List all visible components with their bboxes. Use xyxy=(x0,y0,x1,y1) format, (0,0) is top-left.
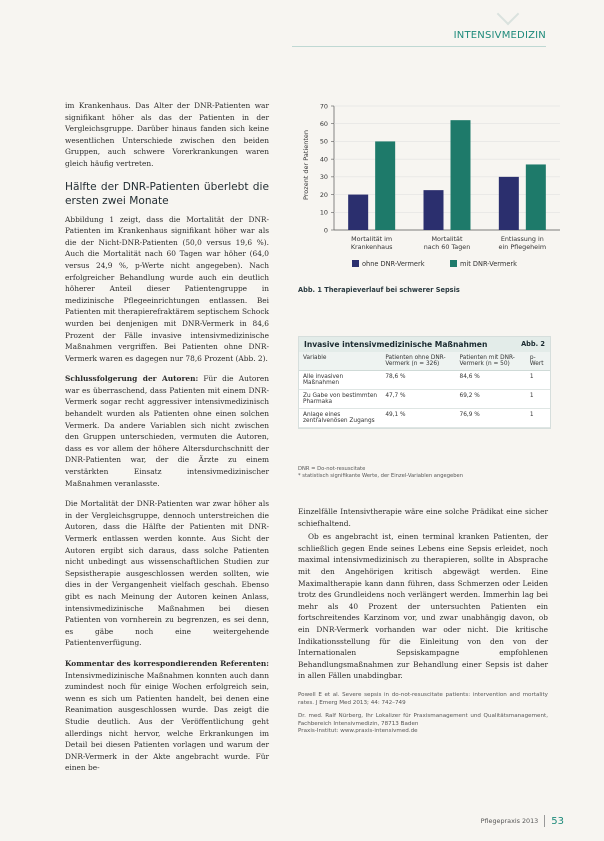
table-cell: 1 xyxy=(526,390,550,409)
y-tick-label: 70 xyxy=(319,102,328,111)
body-paragraph xyxy=(65,658,269,774)
bar-with-dnr xyxy=(526,164,546,230)
header-rule xyxy=(292,46,546,47)
author-info: Dr. med. Ralf Nürberg, Ihr Lokalizer für Praxismanagement und Qualitätsmanagement, Fachbereich Intensivmedizin, 78713 Baden xyxy=(298,713,548,727)
table-row xyxy=(299,371,550,390)
body-paragraph: im Krankenhaus. Das Alter der DNR-Patienten war signifikant höher als das der Patienten in der Vergleichsgruppe. Darüber hinaus fanden sich keine wesentlichen Unterschiede zwischen den beiden Gruppen, auch schwere Vorerkrankungen waren gleich häufig vertreten. xyxy=(65,101,269,168)
footer-divider xyxy=(544,815,545,827)
body-paragraph: Ob es angebracht ist, einen terminal kranken Patienten, der schließlich gegen Ende seines Lebens eine Sepsis erleidet, noch maximal intensivmedizinisch zu therapieren, sollte in Absprache mit den Angehörigen kritisch abgewägt werden. Eine Maximaltherapie kann dann führen, dass Schmerzen oder Leiden trotz des Grundleidens noch verlängert werden. Immerhin lag bei mehr als 40 Prozent der untersuchten Patienten ein fortschreitendes Karzinom vor, und zwar unabhängig davon, ob ein DNR-Vermerk vorhanden war oder nicht. Die kritische Indikationsstellung für die Einleitung von den von der Internationalen Sepsiskampagne empfohlenen Behandlungsmaßnahmen zur Behandlung einer Sepsis ist daher in allen Fällen unabdingbar. xyxy=(298,532,548,681)
y-axis-label: Prozent der Patienten xyxy=(302,129,310,201)
bar-without-dnr xyxy=(499,177,519,230)
table-footnote: * statistisch signifikante Werte, der Einzel-Variablen angegeben xyxy=(298,473,464,480)
y-tick-label: 60 xyxy=(319,120,328,129)
bar-chart xyxy=(298,100,568,278)
table-cell: Alle invasiven Maßnahmen xyxy=(299,371,381,390)
table-cell: Zu Gabe von bestimmten Pharmaka xyxy=(299,390,381,409)
table-footnote: DNR = Do-not-resuscitate xyxy=(298,466,366,472)
section-header: INTENSIVMEDIZIN xyxy=(453,30,546,41)
body-paragraph: Die Mortalität der DNR-Patienten war zwar höher als in der Vergleichsgruppe, dennoch unterstreichen die Autoren, dass die Hälfte der Patienten mit DNR-Vermerk entlassen werden konnte. Aus Sicht der Autoren ergibt sich daraus, dass solche Patienten nicht unbedingt aus wissenschaftlichen Studien zur Sepsistherapie ausgeschlossen werden sollten, wie dies in der Vergangenheit vielfach geschah. Ebenso gibt es nach Meinung der Autoren keinen Anlass, intensivmedizinische Maßnahmen bei diesen Patienten von vornherein zu begrenzen, es sei denn, es gäbe noch eine weitergehende Patientenverfügung. xyxy=(65,499,269,648)
table-header-cell: Patienten mit DNR-Vermerk (n = 50) xyxy=(456,352,526,371)
y-tick-label: 30 xyxy=(319,173,328,182)
results-table xyxy=(299,352,550,428)
section-subheading: Hälfte der DNR-Patienten überlebt die ersten zwei Monate xyxy=(65,180,269,207)
body-paragraph xyxy=(65,373,269,489)
table-cell: 1 xyxy=(526,409,550,428)
table-cell: 84,6 % xyxy=(456,371,526,390)
journal-name: Pflegepraxis 2013 xyxy=(480,817,539,825)
table-cell: Anlage eines zentralvenösen Zugangs xyxy=(299,409,381,428)
header-ornament xyxy=(497,3,520,26)
body-paragraph: Abbildung 1 zeigt, dass die Mortalität der DNR-Patienten im Krankenhaus signifikant höher war als die der Nicht-DNR-Patienten (50,0 versus 19,6 %). Auch die Mortalität nach 60 Tagen war höher (64,0 versus 24,9 %, p-Werte nicht angegeben). Nach erfolgreicher Behandlung wurde auch ein deutlich höherer Anteil dieser Patientengruppe in medizinische Pflegeeinrichtungen entlassen. Bei Patienten mit therapierefraktärem septischem Schock wurden bei denjenigen mit DNR-Vermerk in 84,6 Prozent der Fälle invasive intensivmedizinische Maßnahmen vergriffen. Bei Patienten ohne DNR-Vermerk waren es dagegen nur 78,6 Prozent (Abb. 2). xyxy=(65,214,269,363)
page-footer xyxy=(481,815,564,827)
results-table-box xyxy=(298,336,551,429)
legend-swatch xyxy=(352,260,359,267)
body-paragraph: Einzelfälle Intensivtherapie wäre eine solche Prädikat eine sicher schiefhaltend. xyxy=(298,507,548,528)
x-tick-label: Mortalität nach 60 Tagen xyxy=(423,235,471,251)
y-tick-label: 10 xyxy=(319,208,328,217)
bar-with-dnr xyxy=(375,141,395,230)
figure-caption: Abb. 1 Therapieverlauf bei schwerer Sepsis xyxy=(298,286,460,294)
legend-label: ohne DNR-Vermerk xyxy=(362,260,425,268)
paragraph-lead: Schlussfolgerung der Autoren: xyxy=(65,374,199,384)
legend-label: mit DNR-Vermerk xyxy=(460,260,517,268)
legend-swatch xyxy=(450,260,457,267)
table-cell: 76,9 % xyxy=(456,409,526,428)
left-column xyxy=(65,100,269,774)
table-cell: 47,7 % xyxy=(381,390,455,409)
bar-without-dnr xyxy=(348,195,368,230)
table-cell: 69,2 % xyxy=(456,390,526,409)
y-tick-label: 50 xyxy=(319,137,328,146)
paragraph-lead: Kommentar des korrespondierenden Referenten: xyxy=(65,658,269,668)
y-tick-label: 20 xyxy=(319,190,328,199)
table-header-cell: Variable xyxy=(299,352,381,371)
y-tick-label: 0 xyxy=(323,226,328,235)
author-link: Praxis-Institut: www.praxis-intensivmed.de xyxy=(298,728,418,735)
table-title-bar xyxy=(299,337,550,352)
paragraph-text: Intensivmedizinische Maßnahmen konnten auch dann zumindest noch für einige Wochen erfolgreich sein, wenn es sich um Patienten handelt, bei denen eine Reanimation ausgeschlossen wurde. Das zeigt die Studie deutlich. Aus der Veröffentlichung geht allerdings nicht hervor, welche Erkrankungen im Detail bei diesen Patienten vorlagen und warum der DNR-Vermerk in der Akte angebracht wurde. Für einen be- xyxy=(65,670,269,773)
x-tick-label: Entlassung in ein Pflegeheim xyxy=(498,235,547,251)
x-tick-label: Mortalität im Krankenhaus xyxy=(350,235,393,251)
bar-with-dnr xyxy=(451,120,471,230)
y-tick-label: 40 xyxy=(319,155,328,164)
table-cell: 49,1 % xyxy=(381,409,455,428)
table-row xyxy=(299,390,550,409)
table-label: Abb. 2 xyxy=(521,340,545,348)
bar-without-dnr xyxy=(424,190,444,230)
right-column xyxy=(298,506,548,736)
page-number: 53 xyxy=(551,815,564,827)
table-row xyxy=(299,409,550,428)
table-header-cell: Patienten ohne DNR-Vermerk (n = 326) xyxy=(381,352,455,371)
table-title: Invasive intensivmedizinische Maßnahmen xyxy=(304,340,488,349)
table-footnotes xyxy=(298,466,463,481)
reference: Powell E et al. Severe sepsis in do-not-resuscitate patients: intervention and mortality rates. J Emerg Med 2013; 44: 742–749 xyxy=(298,691,548,706)
table-cell: 1 xyxy=(526,371,550,390)
table-header-cell: p-Wert xyxy=(526,352,550,371)
paragraph-text: Für die Autoren war es überraschend, dass Patienten mit einem DNR-Vermerk sogar recht aggressiver intensivmedizinisch behandelt wurden als Patienten ohne einen solchen Vermerk. Da andere Variablen sich nicht zwischen den Gruppen unterschieden, vermuten die Autoren, dass es vor allem der höhere Altersdurchschnitt der DNR-Patienten war, der die Ärzte zu einem verstärkten Einsatz intensivmedizinischer Maßnahmen veranlasste. xyxy=(65,374,269,488)
table-cell: 78,6 % xyxy=(381,371,455,390)
